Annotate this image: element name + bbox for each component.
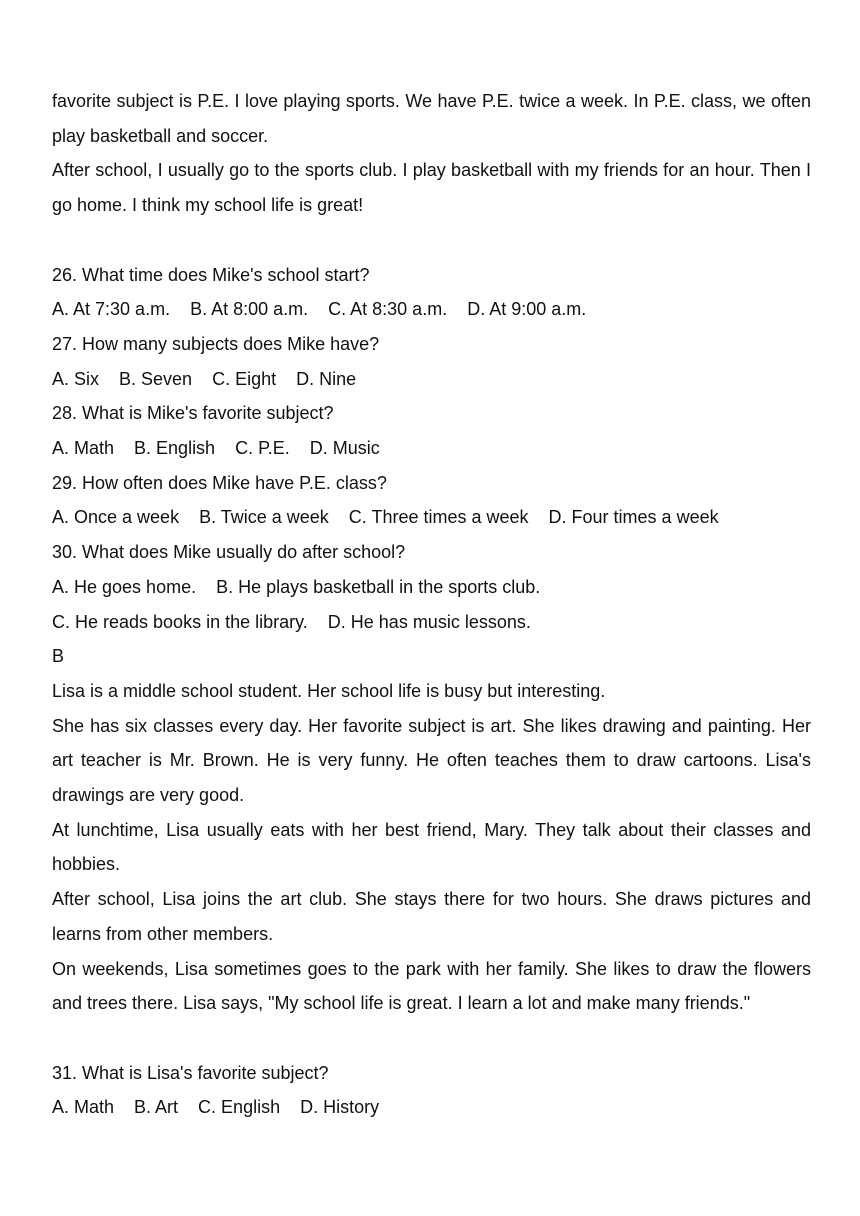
spacer [52,223,811,258]
question-stem: 30. What does Mike usually do after school? [52,542,406,563]
question-stem: 29. How often does Mike have P.E. class? [52,472,387,493]
question-26 [52,258,811,327]
question-30 [52,535,811,639]
question-options: A. He goes home. B. He plays basketball in the sports club. [52,576,541,597]
passage-b-paragraph: She has six classes every day. Her favorite subject is art. She likes drawing and painting. Her art teacher is Mr. Brown. He is very funny. He often teaches them to draw cartoons. Lisa's drawings are very good. [52,715,811,806]
question-options: A. Six B. Seven C. Eight D. Nine [52,368,357,389]
question-options: A. Once a week B. Twice a week C. Three times a week D. Four times a week [52,507,719,528]
passage-a-paragraph: favorite subject is P.E. I love playing sports. We have P.E. twice a week. In P.E. class, we often play basketball and soccer. [52,91,811,146]
question-28 [52,396,811,465]
question-29 [52,466,811,535]
question-stem: 26. What time does Mike's school start? [52,264,370,285]
spacer [52,1021,811,1056]
question-options: A. Math B. Art C. English D. History [52,1097,380,1118]
question-options: C. He reads books in the library. D. He has music lessons. [52,611,531,632]
passage-b-paragraph: At lunchtime, Lisa usually eats with her best friend, Mary. They talk about their classes and hobbies. [52,819,811,875]
passage-a-paragraph: After school, I usually go to the sports club. I play basketball with my friends for an hour. Then I go home. I think my school life is great! [52,160,811,216]
question-stem: 31. What is Lisa's favorite subject? [52,1062,329,1083]
question-27 [52,327,811,396]
exam-page [52,84,811,1125]
question-options: A. Math B. English C. P.E. D. Music [52,438,380,459]
passage-b-paragraph: On weekends, Lisa sometimes goes to the park with her family. She likes to draw the flowers and trees there. Lisa says, "My school life is great. I learn a lot and make many friends." [52,958,811,1014]
question-stem: 27. How many subjects does Mike have? [52,333,380,354]
question-stem: 28. What is Mike's favorite subject? [52,403,334,424]
question-options: A. At 7:30 a.m. B. At 8:00 a.m. C. At 8:30 a.m. D. At 9:00 a.m. [52,299,587,320]
question-31 [52,1056,811,1125]
passage-b-paragraph: Lisa is a middle school student. Her school life is busy but interesting. [52,680,606,701]
passage-b-paragraph: After school, Lisa joins the art club. She stays there for two hours. She draws pictures and learns from other members. [52,889,811,944]
section-label: B [52,646,65,667]
